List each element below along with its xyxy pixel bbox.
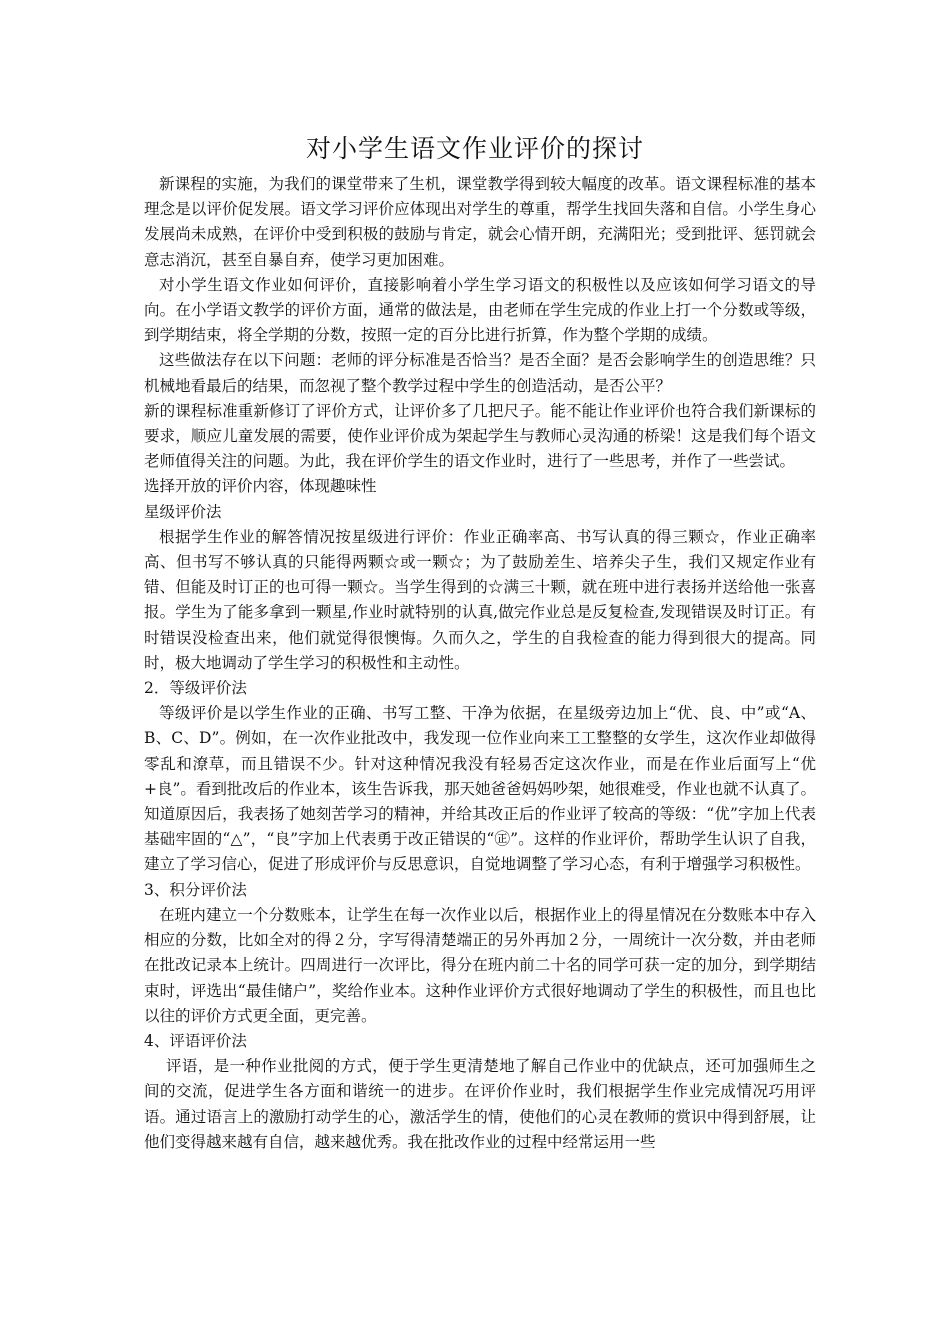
paragraph-grade-rating: 等级评价是以学生作业的正确、书写工整、干净为依据，在星级旁边加上“优、良、中”或“A、B、C、D”。例如，在一次作业批改中，我发现一位作业向来工工整整的女学生，这次作业却做得零乱和潦草，而且错误不少。针对这种情况我没有轻易否定这次作业，而是在作业后面写上“优+良”。看到批改后的作业本，该生告诉我，那天她爸爸妈妈吵架，她很难受，作业也就不认真了。知道原因后，我表扬了她刻苦学习的精神，并给其改正后的作业评了较高的等级：“优”字加上代表基础牢固的“△”，“良”字加上代表勇于改正错误的“㊣”。这样的作业评价，帮助学生认识了自我，建立了学习信心，促进了形成评价与反思意识，自觉地调整了学习心态，有利于增强学习积极性。 bbox=[144, 704, 816, 874]
paragraph-new-standard: 新的课程标准重新修订了评价方式，让评价多了几把尺子。能不能让作业评价也符合我们新课标的要求，顺应儿童发展的需要，使作业评价成为架起学生与教师心灵沟通的桥梁！这是我们每个语文老师值得关注的问题。为此，我在评价学生的语文作业时，进行了一些思考，并作了一些尝试。 bbox=[144, 401, 816, 471]
section-heading-open-content: 选择开放的评价内容，体现趣味性 bbox=[144, 477, 377, 496]
paragraph-star-rating: 根据学生作业的解答情况按星级进行评价：作业正确率高、书写认真的得三颗☆，作业正确率高、但书写不够认真的只能得两颗☆或一颗☆；为了鼓励差生、培养尖子生，我们又规定作业有错、但能及时订正的也可得一颗☆。当学生得到的☆满三十颗，就在班中进行表扬并送给他一张喜报。学生为了能多拿到一颗星,作业时就特别的认真,做完作业总是反复检查,发现错误及时订正。有时错误没检查出来，他们就觉得很懊悔。久而久之，学生的自我检查的能力得到很大的提高。同时，极大地调动了学生学习的积极性和主动性。 bbox=[144, 527, 816, 672]
paragraph-problems: 这些做法存在以下问题：老师的评分标准是否恰当？是否全面？是否会影响学生的创造思维？只机械地看最后的结果，而忽视了整个教学过程中学生的创造活动，是否公平？ bbox=[144, 351, 816, 395]
paragraph-points-rating: 在班内建立一个分数账本，让学生在每一次作业以后，根据作业上的得星情况在分数账本中存入相应的分数，比如全对的得２分，字写得清楚端正的另外再加２分，一周统计一次分数，并由老师在批改记录本上统计。四周进行一次评比，得分在班内前二十名的同学可获一定的加分，到学期结束时，评选出“最佳储户”，奖给作业本。这种作业评价方式很好地调动了学生的积极性，而且也比以往的评价方式更全面，更完善。 bbox=[144, 905, 816, 1025]
section-heading-grade-rating: 2．等级评价法 bbox=[144, 679, 247, 698]
paragraph-intro: 新课程的实施，为我们的课堂带来了生机，课堂教学得到较大幅度的改革。语文课程标准的基本理念是以评价促发展。语文学习评价应体现出对学生的尊重，帮学生找回失落和自信。小学生身心发展尚未成熟，在评价中受到积极的鼓励与肯定，就会心情开朗，充满阳光；受到批评、惩罚就会意志消沉，甚至自暴自弃，使学习更加困难。 bbox=[144, 175, 816, 269]
section-heading-star-rating: 星级评价法 bbox=[144, 502, 222, 521]
document-title: 对小学生语文作业评价的探讨 bbox=[305, 134, 644, 163]
document-body bbox=[144, 172, 816, 1155]
section-heading-points-rating: 3、积分评价法 bbox=[144, 880, 247, 899]
paragraph-evaluation-question: 对小学生语文作业如何评价，直接影响着小学生学习语文的积极性以及应该如何学习语文的导向。在小学语文教学的评价方面，通常的做法是，由老师在学生完成的作业上打一个分数或等级，到学期结束，将全学期的分数，按照一定的百分比进行折算，作为整个学期的成绩。 bbox=[144, 275, 816, 345]
section-heading-comment-rating: 4、评语评价法 bbox=[144, 1031, 247, 1050]
paragraph-comment-rating: 评语，是一种作业批阅的方式，便于学生更清楚地了解自己作业中的优缺点，还可加强师生之间的交流，促进学生各方面和谐统一的进步。在评价作业时，我们根据学生作业完成情况巧用评语。通过语言上的激励打动学生的心，激活学生的情，使他们的心灵在教师的赏识中得到舒展，让他们变得越来越有自信，越来越优秀。我在批改作业的过程中经常运用一些 bbox=[144, 1057, 816, 1151]
